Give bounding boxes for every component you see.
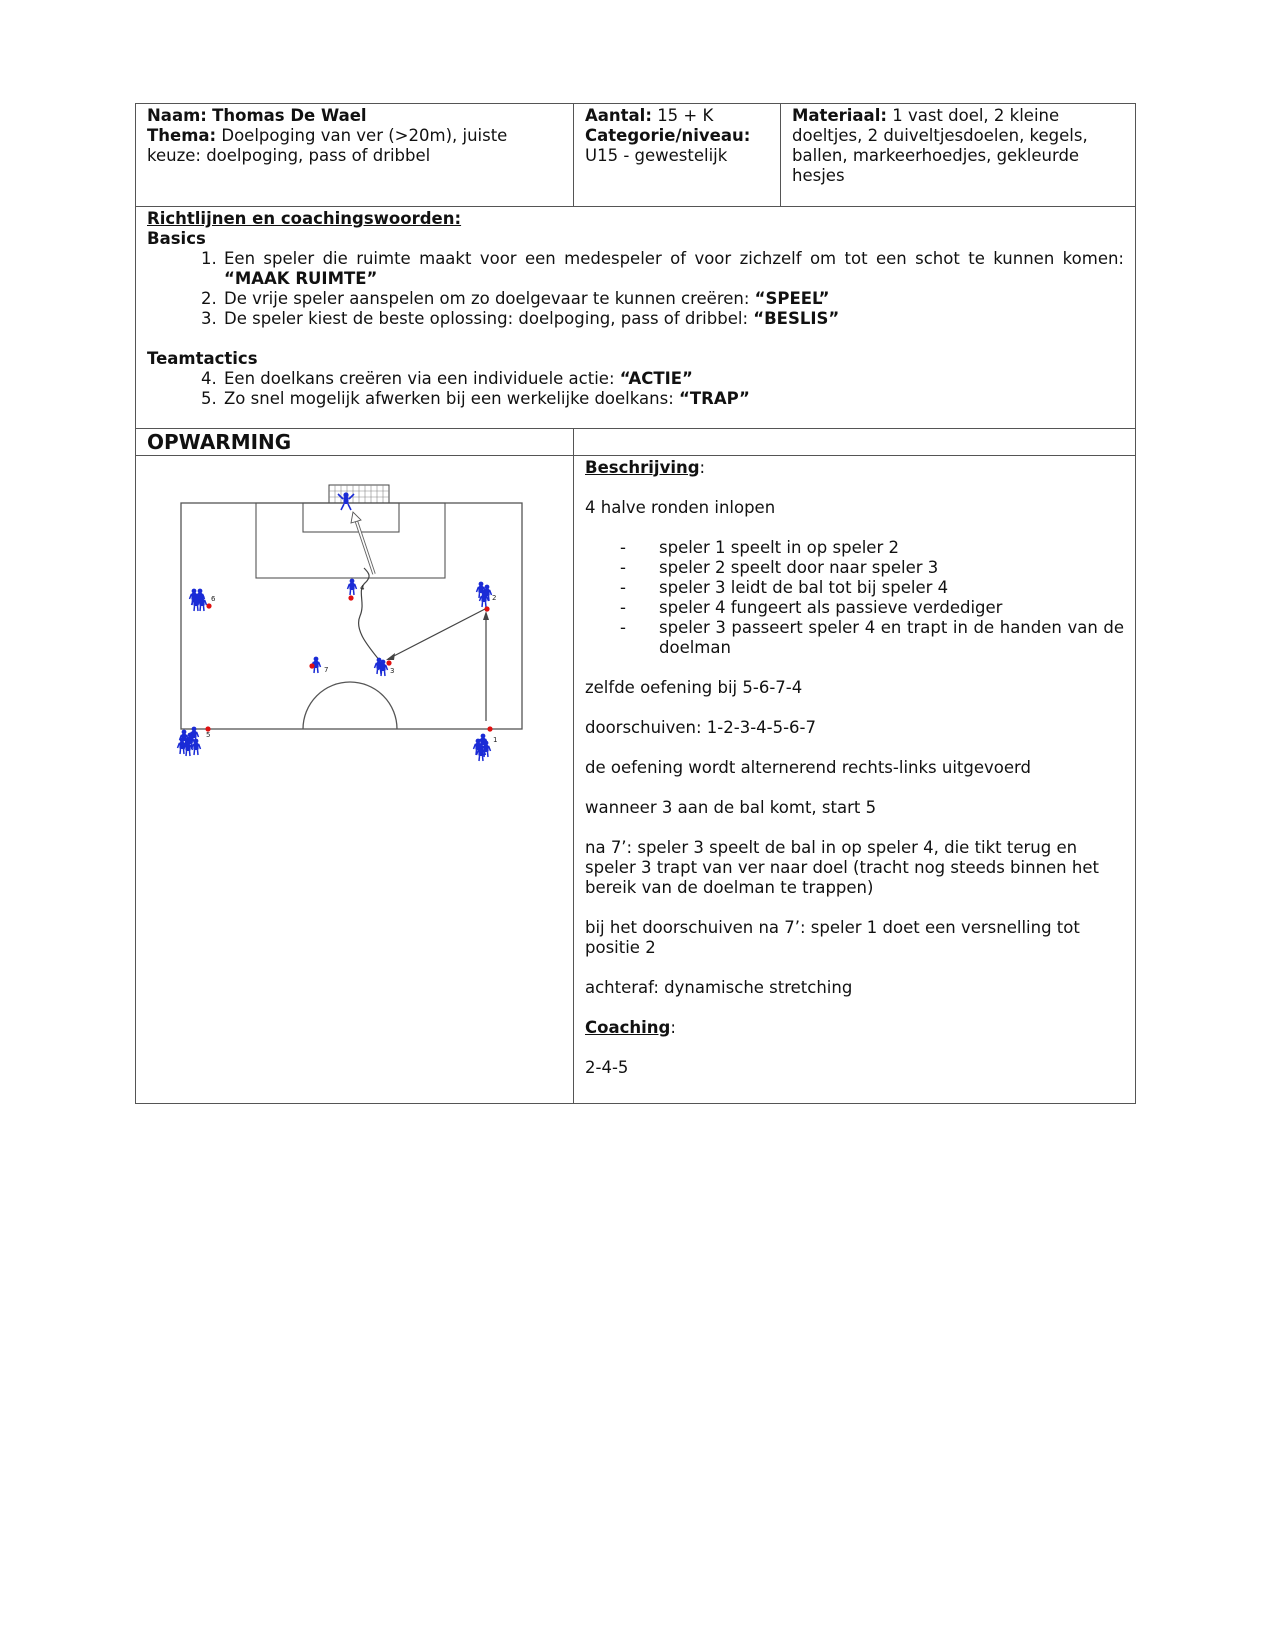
teamtactics-item: 5. Zo snel mogelijk afwerken bij een werkelijke doelkans: “TRAP”: [222, 389, 1124, 409]
drill-diagram: [136, 456, 556, 776]
player-group-3: [375, 657, 395, 675]
richtlijnen-title: Richtlijnen en coachingswoorden:: [147, 209, 462, 228]
player-group-4: [348, 578, 366, 600]
player-number-label: 4: [360, 583, 365, 592]
basics-item: 3. De speler kiest de beste oplossing: doelpoging, pass of dribbel: “BESLIS”: [222, 309, 1124, 329]
ball-marker: [386, 660, 391, 665]
player-figure: [348, 578, 357, 594]
paragraph: achteraf: dynamische stretching: [585, 977, 853, 997]
pitch-svg: [136, 456, 556, 776]
coaching-label: Coaching: [585, 1017, 671, 1037]
steps-list: [585, 538, 1124, 658]
ball-marker: [206, 603, 211, 608]
paragraph: de oefening wordt alternerend rechts-links uitgevoerd: [585, 757, 1031, 777]
player-number-label: 1: [493, 735, 498, 744]
teamtactics-list: [147, 369, 1124, 409]
teamtactics-item: 4. Een doelkans creëren via een individuele actie: “ACTIE”: [222, 369, 1124, 389]
player-group-7: [309, 656, 328, 673]
paragraph: wanneer 3 aan de bal komt, start 5: [585, 797, 877, 817]
players-group: [178, 578, 498, 760]
materiaal-cell: [781, 104, 1136, 207]
paragraph: doorschuiven: 1-2-3-4-5-6-7: [585, 717, 816, 737]
naam-thema-cell: [136, 104, 574, 207]
player-number-label: 6: [211, 594, 216, 603]
player-number-label: 2: [492, 593, 497, 602]
paragraph: zelfde oefening bij 5-6-7-4: [585, 677, 803, 697]
categorie-label: Categorie/niveau:: [585, 126, 751, 145]
paragraph: na 7’: speler 3 speelt de bal in op speler 4, die tikt terug en speler 3 trapt van ver naar doel (tracht nog steeds binnen het bereik van de doelman te trappen): [585, 837, 1099, 897]
player-group-6: [190, 588, 217, 610]
beschrijving-cell: Beschrijving: 4 halve ronden inlopen - speler 1 speelt in op speler 2 - speler 2 speelt door naar speler 3 - speler 3 leidt de bal tot bij speler 4 - speler 4 fungeert als passieve verdediger - speler 3 passeert speler 4 en trapt in de handen van de doelman zelfde oefening bij 5-6-7-4 doorschuiven: 1-2-3-4-5-6-7 de oefening wordt alternerend rechts-links uitgevoerd wanneer 3 aan de bal komt, start 5 na 7’: speler 3 speelt de bal in op speler 4, die tikt terug en speler 3 trapt van ver naar doel (tracht nog steeds binnen het bereik van de doelman te trappen) bij het doorschuiven na 7’: speler 1 doet een versnelling tot positie 2 achteraf: dynamische stretching Coaching: 2-4-5: [574, 455, 1136, 1103]
paragraph: bij het doorschuiven na 7’: speler 1 doet een versnelling tot positie 2: [585, 917, 1080, 957]
dribble-line: [359, 568, 380, 661]
centre-circle: [303, 682, 397, 729]
aantal-value: 15 + K: [657, 106, 714, 125]
player-group-2: [477, 581, 497, 611]
goal-area: [303, 503, 399, 532]
header-table: [135, 103, 1136, 429]
teamtactics-title: Teamtactics: [147, 349, 258, 368]
session-sheet: [135, 103, 1135, 1104]
player-group-5: [178, 726, 211, 756]
thema-label: Thema:: [147, 126, 217, 145]
basics-list: [147, 249, 1124, 329]
materiaal-label: Materiaal:: [792, 106, 887, 125]
aantal-label: Aantal:: [585, 106, 652, 125]
opwarming-header-cell: [136, 428, 574, 455]
step-item: - speler 3 leidt de bal tot bij speler 4: [620, 578, 1124, 598]
player-number-label: 3: [390, 666, 395, 675]
player-number-label: 7: [324, 665, 329, 674]
richtlijnen-cell: [136, 207, 1136, 429]
step-item: - speler 4 fungeert als passieve verdediger: [620, 598, 1124, 618]
step-item: - speler 2 speelt door naar speler 3: [620, 558, 1124, 578]
naam-label: Naam:: [147, 106, 207, 125]
ball-marker: [348, 595, 353, 600]
ball-marker: [487, 726, 492, 731]
coaching-value: 2-4-5: [585, 1057, 629, 1077]
opwarming-header-empty: [574, 428, 1136, 455]
aantal-cell: [574, 104, 781, 207]
materiaal-value: 1 vast doel, 2 kleine doeltjes, 2 duiveltjesdoelen, kegels, ballen, markeerhoedjes, gekleurde hesjes: [792, 106, 1088, 185]
basics-item: 2. De vrije speler aanspelen om zo doelgevaar te kunnen creëren: “SPEEL”: [222, 289, 1124, 309]
step-item: - speler 1 speelt in op speler 2: [620, 538, 1124, 558]
ball-marker: [484, 606, 489, 611]
naam-value: Thomas De Wael: [212, 106, 367, 125]
categorie-value: U15 - gewestelijk: [585, 146, 728, 165]
player-group-1: [474, 726, 498, 761]
player-number-label: 5: [206, 730, 211, 739]
beschrijving-label: Beschrijving: [585, 457, 700, 477]
opwarming-table: [135, 428, 1136, 1104]
step-item: - speler 3 passeert speler 4 en trapt in de handen van de doelman: [620, 618, 1124, 658]
penalty-area: [256, 503, 445, 578]
thema-value: Doelpoging van ver (>20m), juiste keuze: doelpoging, pass of dribbel: [147, 126, 508, 165]
ball-marker: [309, 663, 314, 668]
basics-title: Basics: [147, 229, 206, 248]
intro-text: 4 halve ronden inlopen: [585, 497, 776, 517]
basics-item: 1. Een speler die ruimte maakt voor een medespeler of voor zichzelf om tot een schot te kunnen komen: “MAAK RUIMTE”: [222, 249, 1124, 289]
diagram-cell: [136, 455, 574, 1103]
opwarming-title: OPWARMING: [147, 429, 292, 454]
pass-arrow-2-3: [388, 609, 485, 659]
